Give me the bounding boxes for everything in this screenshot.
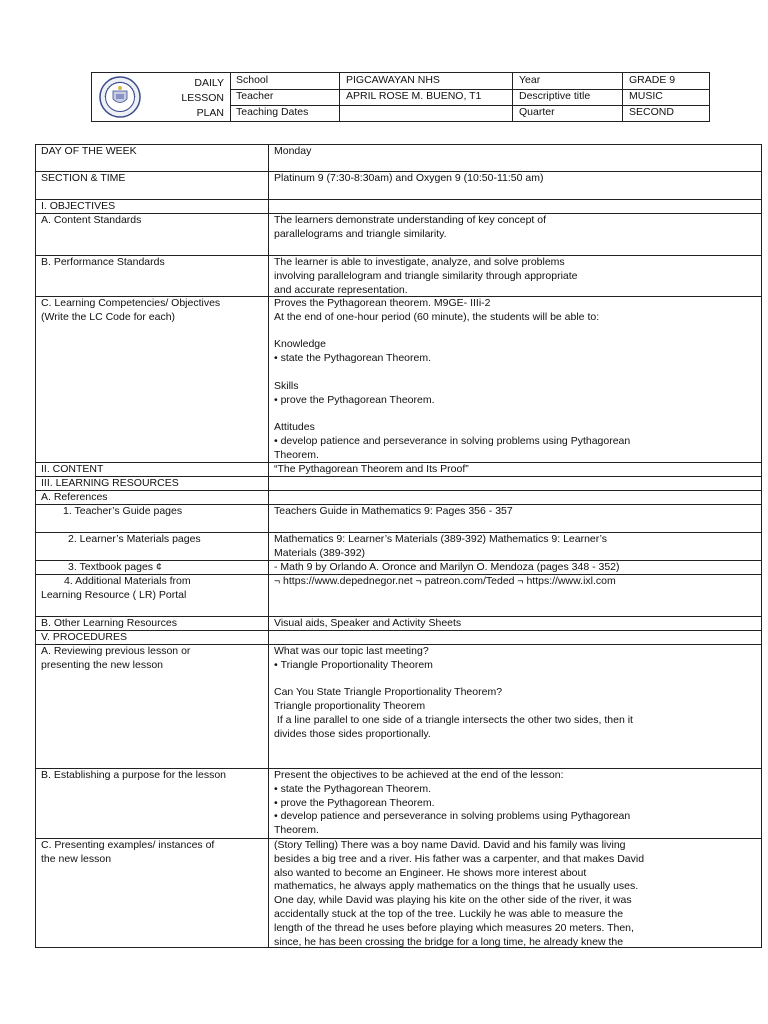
table-row-additional-materials — [36, 575, 761, 617]
dlp-line: DAILY — [194, 77, 224, 89]
text-line: The learners demonstrate understanding of key concept of — [274, 214, 546, 226]
performance-standards-label: B. Performance Standards — [41, 256, 165, 268]
day-value: Monday — [274, 145, 312, 157]
learners-materials-label: 2. Learner’s Materials pages — [68, 533, 201, 545]
textbook-value: - Math 9 by Orlando A. Oronce and Marilyn O. Mendoza (pages 348 - 352) — [274, 561, 620, 573]
reviewing-label — [41, 645, 263, 673]
text-line: besides a big tree and a river. His father was a carpenter, and that makes David — [274, 852, 645, 865]
skills-item: • prove the Pythagorean Theorem. — [274, 394, 756, 408]
learning-competencies-label — [41, 297, 263, 325]
text-line: the new lesson — [41, 852, 112, 865]
table-row-teachers-guide — [36, 505, 761, 533]
list-item: • Triangle Proportionality Theorem — [274, 659, 756, 673]
references-label: A. References — [41, 491, 108, 503]
header-row-school — [230, 73, 709, 90]
skills-label: Skills — [274, 379, 299, 392]
text-line: C. Presenting examples/ instances of — [41, 839, 215, 851]
descriptive-title-value: MUSIC — [629, 90, 663, 102]
text-line: 4. Additional Materials from — [64, 575, 191, 587]
year-value: GRADE 9 — [629, 74, 676, 86]
list-item: • state the Pythagorean Theorem. — [274, 783, 756, 797]
teachers-guide-label: 1. Teacher’s Guide pages — [63, 505, 183, 517]
content-standards-value — [274, 214, 756, 242]
table-row-learning-competencies — [36, 297, 761, 463]
table-row-reviewing — [36, 645, 761, 769]
table-row-objectives — [36, 200, 761, 214]
text-line: One day, while David was playing his kite on the other side of the river, it was — [274, 894, 632, 907]
text-line: The learner is able to investigate, analyze, and solve problems — [274, 256, 565, 268]
attitudes-item-continued: Theorem. — [274, 448, 319, 461]
content-label: II. CONTENT — [41, 463, 104, 475]
section-value: Platinum 9 (7:30-8:30am) and Oxygen 9 (10:50-11:50 am) — [274, 172, 544, 184]
section-label: SECTION & TIME — [41, 172, 126, 184]
table-row-content-standards — [36, 214, 761, 256]
text-line: Triangle proportionality Theorem — [274, 700, 426, 713]
other-resources-value: Visual aids, Speaker and Activity Sheets — [274, 617, 462, 629]
table-row-learning-resources — [36, 477, 761, 491]
text-line: (Write the LC Code for each) — [41, 310, 176, 323]
procedures-label: V. PROCEDURES — [41, 631, 127, 643]
lesson-plan-table — [35, 144, 762, 948]
table-row-content — [36, 463, 761, 477]
text-line: also wanted to become an Engineer. He shows more interest about — [274, 866, 587, 879]
objectives-label: I. OBJECTIVES — [41, 200, 116, 212]
content-value: “The Pythagorean Theorem and Its Proof” — [274, 463, 469, 475]
reviewing-value — [274, 645, 756, 742]
daily-lesson-plan-title — [181, 76, 224, 121]
text-line: length of the thread he uses before playing which measures 20 meters. Then, — [274, 921, 634, 934]
presenting-value — [274, 839, 756, 949]
text-line: If a line parallel to one side of a triangle intersects the other two sides, then it — [274, 713, 633, 726]
text-line: accidentally stuck at the top of the tree. Luckily he was able to measure the — [274, 907, 624, 920]
teaching-dates-label: Teaching Dates — [230, 105, 340, 121]
table-row-day — [36, 145, 761, 172]
teachers-guide-value: Teachers Guide in Mathematics 9: Pages 356 - 357 — [274, 505, 513, 517]
table-row-presenting — [36, 839, 761, 947]
performance-standards-value — [274, 256, 756, 297]
text-line: (Story Telling) There was a boy name David. David and his family was living — [274, 839, 626, 851]
text-line: Can You State Triangle Proportionality Theorem? — [274, 686, 503, 699]
teacher-value: APRIL ROSE M. BUENO, T1 — [340, 89, 513, 105]
year-label: Year — [513, 73, 623, 89]
additional-materials-value: ¬ https://www.depednegor.net ¬ patreon.com/Teded ¬ https://www.ixl.com — [274, 575, 616, 587]
text-line: and accurate representation. — [274, 283, 408, 296]
text-line: presenting the new lesson — [41, 658, 163, 671]
learning-resources-label: III. LEARNING RESOURCES — [41, 477, 179, 489]
text-line: mathematics, he always apply mathematics on the things that he usually uses. — [274, 880, 639, 893]
text-line: Theorem. — [274, 824, 319, 837]
text-line: parallelograms and triangle similarity. — [274, 227, 447, 240]
list-item: • prove the Pythagorean Theorem. — [274, 797, 756, 811]
presenting-label — [41, 839, 263, 867]
teacher-label: Teacher — [230, 89, 340, 105]
school-label: School — [230, 73, 340, 89]
table-row-references — [36, 491, 761, 505]
table-row-other-resources — [36, 617, 761, 631]
learners-materials-value — [274, 533, 756, 561]
text-line: What was our topic last meeting? — [274, 645, 429, 657]
day-label: DAY OF THE WEEK — [41, 145, 137, 157]
text-line: since, he has been crossing the bridge for a long time, he already knew the — [274, 935, 624, 948]
quarter-value: SECOND — [629, 106, 674, 118]
purpose-label: B. Establishing a purpose for the lesson — [41, 769, 227, 781]
attitudes-item: • develop patience and perseverance in solving problems using Pythagorean — [274, 435, 756, 449]
header-row-teacher — [230, 89, 709, 106]
table-row-performance-standards — [36, 256, 761, 297]
learning-competencies-value — [274, 297, 756, 463]
knowledge-label: Knowledge — [274, 338, 326, 351]
text-line: C. Learning Competencies/ Objectives — [41, 297, 221, 309]
descriptive-title-label: Descriptive title — [513, 89, 623, 105]
table-row-textbook — [36, 561, 761, 575]
textbook-label: 3. Textbook pages ¢ — [68, 561, 162, 573]
content-standards-label: A. Content Standards — [41, 214, 142, 226]
text-line: Mathematics 9: Learner’s Materials (389-392) Mathematics 9: Learner’s — [274, 533, 608, 545]
text-line: Materials (389-392) — [274, 546, 366, 559]
table-row-section — [36, 172, 761, 200]
dlp-line: LESSON — [181, 92, 224, 104]
dlp-line: PLAN — [196, 107, 224, 119]
text-line: Proves the Pythagorean theorem. M9GE- IIIi-2 — [274, 297, 491, 309]
teaching-dates-value — [340, 105, 513, 121]
attitudes-label: Attitudes — [274, 421, 315, 434]
header-row-dates — [230, 105, 709, 121]
table-row-purpose — [36, 769, 761, 839]
additional-materials-label — [41, 575, 263, 603]
other-resources-label: B. Other Learning Resources — [41, 617, 177, 629]
text-line: divides those sides proportionally. — [274, 727, 431, 740]
text-line: Learning Resource ( LR) Portal — [41, 588, 187, 601]
seal-cell — [92, 73, 231, 121]
list-item: • develop patience and perseverance in solving problems using Pythagorean — [274, 810, 756, 824]
text-line: A. Reviewing previous lesson or — [41, 645, 191, 657]
deped-seal-icon — [99, 76, 141, 118]
text-line: At the end of one-hour period (60 minute), the students will be able to: — [274, 310, 600, 323]
table-row-procedures — [36, 631, 761, 645]
knowledge-item: • state the Pythagorean Theorem. — [274, 352, 756, 366]
header-grid — [230, 73, 709, 121]
quarter-label: Quarter — [513, 105, 623, 121]
text-line: Present the objectives to be achieved at the end of the lesson: — [274, 769, 564, 781]
text-line: involving parallelogram and triangle similarity through appropriate — [274, 269, 578, 282]
school-value: PIGCAWAYAN NHS — [340, 73, 513, 89]
lesson-plan-header — [91, 72, 710, 122]
purpose-value — [274, 769, 756, 838]
table-row-learners-materials — [36, 533, 761, 561]
